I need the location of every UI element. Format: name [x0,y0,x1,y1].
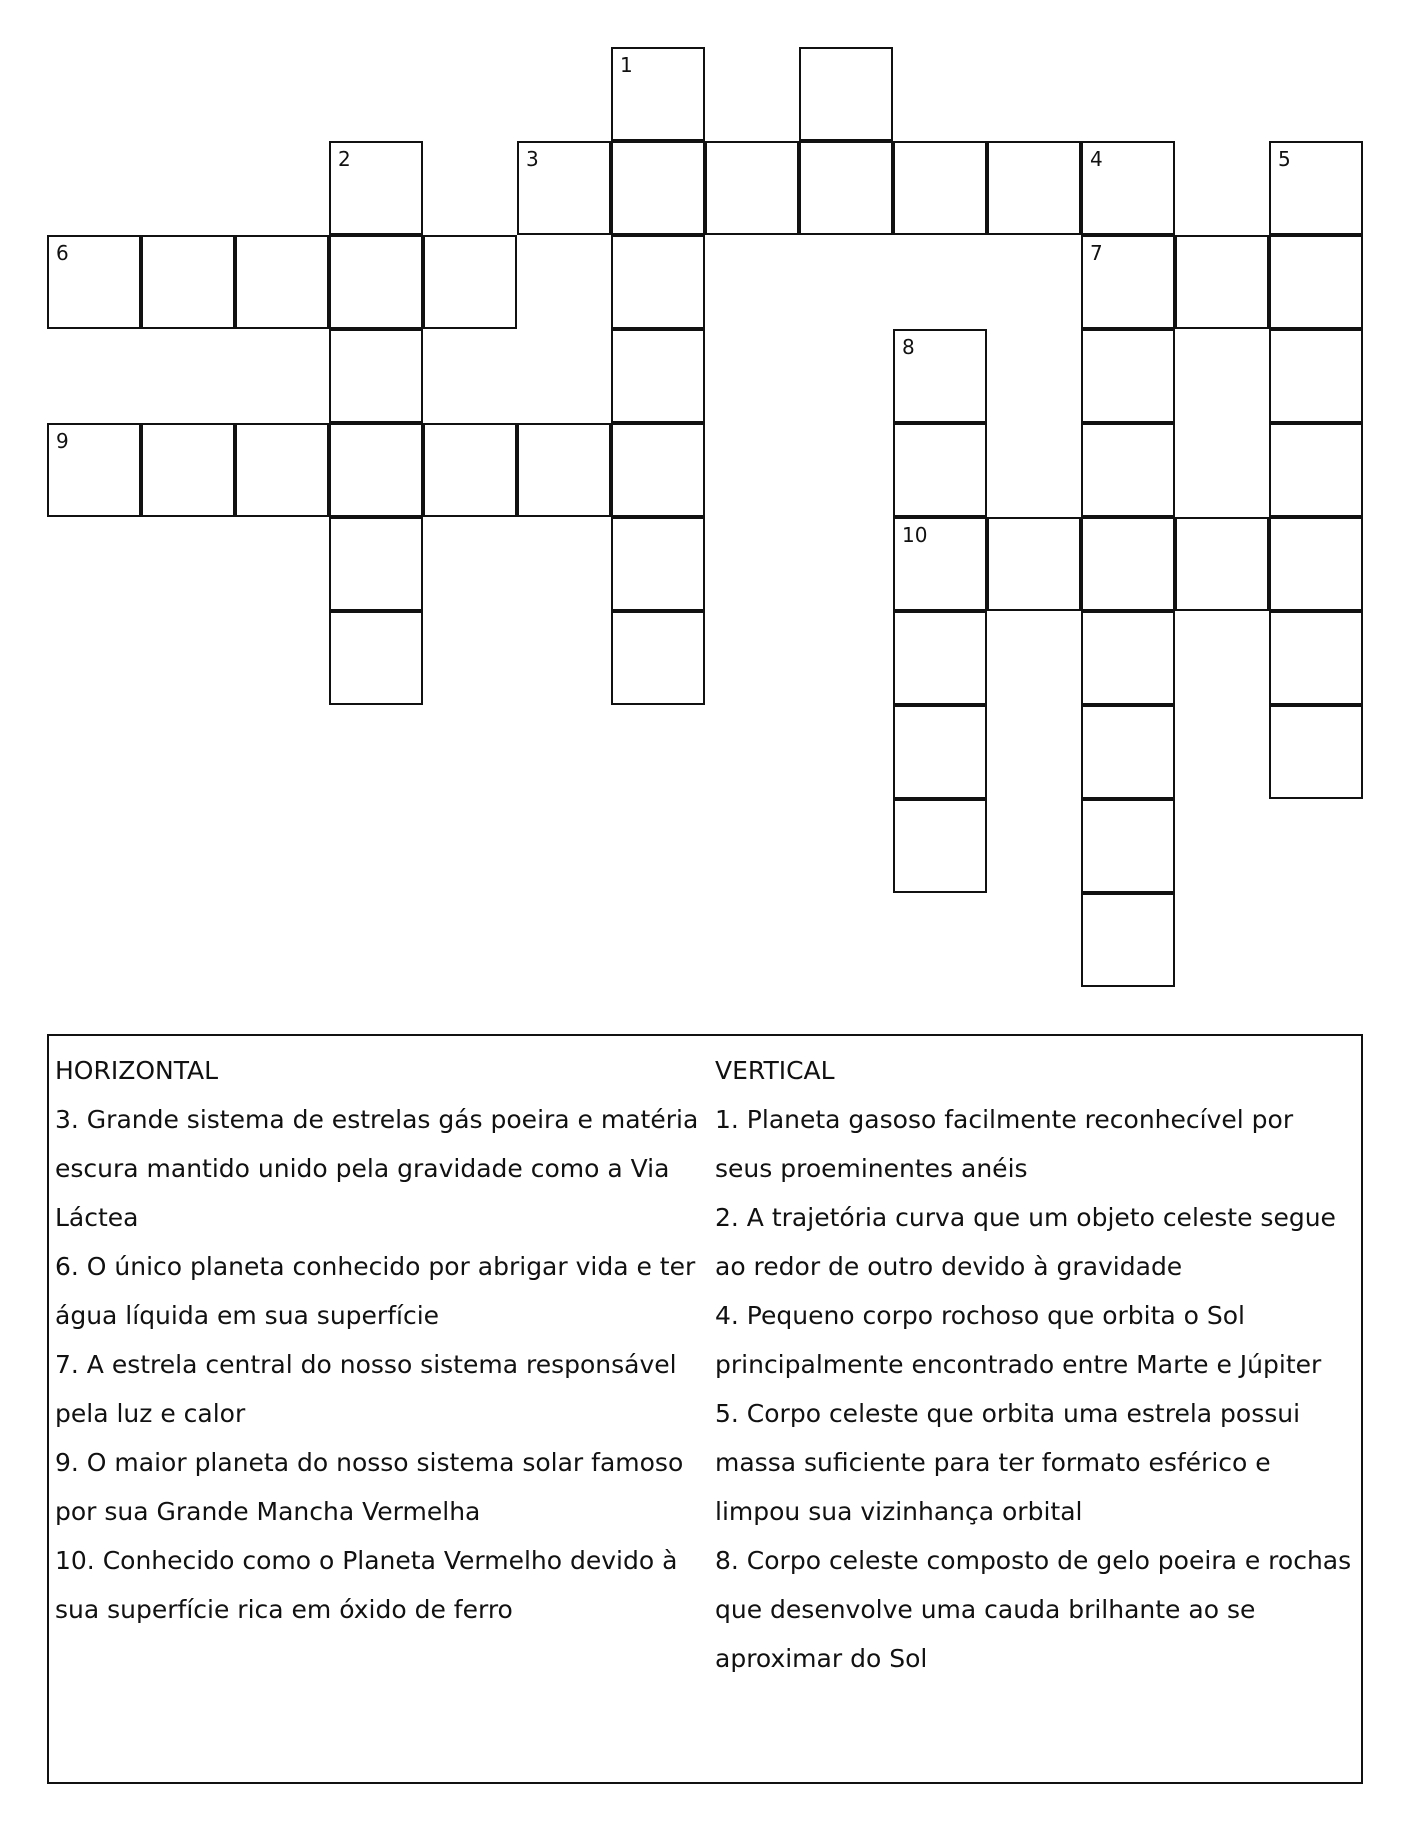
grid-cell[interactable] [1269,517,1363,611]
clue-number: 7 [1090,241,1103,265]
clue-number: 8 [902,335,915,359]
clue-v-5: 5. Corpo celeste que orbita uma estrela possui massa suficiente para ter formato esférico e limpou sua vizinhança orbital [715,1399,1301,1526]
grid-cell[interactable] [893,329,987,423]
grid-cell[interactable] [517,423,611,517]
grid-cell[interactable] [893,423,987,517]
clue-v-1: 1. Planeta gasoso facilmente reconhecível por seus proeminentes anéis [715,1105,1294,1183]
grid-cell[interactable] [141,423,235,517]
clue-h-7: 7. A estrela central do nosso sistema responsável pela luz e calor [55,1350,677,1428]
grid-cell[interactable] [799,47,893,141]
grid-cell[interactable] [1269,329,1363,423]
grid-cell[interactable] [1081,235,1175,329]
grid-cell[interactable] [1269,235,1363,329]
grid-cell[interactable] [1269,705,1363,799]
grid-cell[interactable] [329,423,423,517]
clue-v-4: 4. Pequeno corpo rochoso que orbita o Sol principalmente encontrado entre Marte e Júpiter [715,1301,1322,1379]
clue-number: 9 [56,429,69,453]
clue-number: 10 [902,523,928,547]
grid-cell[interactable] [47,423,141,517]
grid-cell[interactable] [1081,329,1175,423]
grid-cell[interactable] [329,141,423,235]
grid-cell[interactable] [423,235,517,329]
grid-cell[interactable] [799,141,893,235]
clue-number: 3 [526,147,539,171]
grid-cell[interactable] [893,799,987,893]
clue-number: 1 [620,53,633,77]
grid-cell[interactable] [235,235,329,329]
grid-cell[interactable] [517,141,611,235]
grid-cell[interactable] [705,141,799,235]
grid-cell[interactable] [329,611,423,705]
clue-number: 2 [338,147,351,171]
clue-number: 5 [1278,147,1291,171]
clue-number: 6 [56,241,69,265]
vertical-clues [715,1046,1355,1683]
grid-cell[interactable] [987,517,1081,611]
grid-cell[interactable] [1081,893,1175,987]
grid-cell[interactable] [1081,705,1175,799]
grid-cell[interactable] [1081,423,1175,517]
grid-cell[interactable] [47,235,141,329]
clue-h-9: 9. O maior planeta do nosso sistema solar famoso por sua Grande Mancha Vermelha [55,1448,684,1526]
grid-cell[interactable] [611,235,705,329]
grid-cell[interactable] [329,235,423,329]
clue-v-8: 8. Corpo celeste composto de gelo poeira e rochas que desenvolve uma cauda brilhante ao se aproximar do Sol [715,1546,1352,1673]
grid-cell[interactable] [893,517,987,611]
grid-cell[interactable] [1081,799,1175,893]
grid-cell[interactable] [611,423,705,517]
grid-cell[interactable] [611,517,705,611]
grid-cell[interactable] [1081,517,1175,611]
grid-cell[interactable] [611,47,705,141]
grid-cell[interactable] [329,517,423,611]
clue-h-3: 3. Grande sistema de estrelas gás poeira e matéria escura mantido unido pela gravidade como a Via Láctea [55,1105,699,1232]
clue-number: 4 [1090,147,1103,171]
grid-cell[interactable] [1269,423,1363,517]
vertical-heading: VERTICAL [715,1056,835,1085]
grid-cell[interactable] [1175,235,1269,329]
clues-box [47,1034,1363,1784]
grid-cell[interactable] [1081,141,1175,235]
grid-cell[interactable] [611,611,705,705]
grid-cell[interactable] [893,705,987,799]
grid-cell[interactable] [423,423,517,517]
horizontal-heading: HORIZONTAL [55,1056,219,1085]
clue-h-6: 6. O único planeta conhecido por abrigar vida e ter água líquida em sua superfície [55,1252,696,1330]
grid-cell[interactable] [1269,611,1363,705]
clue-v-2: 2. A trajetória curva que um objeto celeste segue ao redor de outro devido à gravidade [715,1203,1336,1281]
grid-cell[interactable] [1269,141,1363,235]
grid-cell[interactable] [611,329,705,423]
grid-cell[interactable] [141,235,235,329]
horizontal-clues [55,1046,705,1634]
clue-h-10: 10. Conhecido como o Planeta Vermelho devido à sua superfície rica em óxido de ferro [55,1546,678,1624]
grid-cell[interactable] [893,611,987,705]
grid-cell[interactable] [611,141,705,235]
grid-cell[interactable] [1175,517,1269,611]
grid-cell[interactable] [235,423,329,517]
grid-cell[interactable] [329,329,423,423]
grid-cell[interactable] [987,141,1081,235]
grid-cell[interactable] [893,141,987,235]
grid-cell[interactable] [1081,611,1175,705]
